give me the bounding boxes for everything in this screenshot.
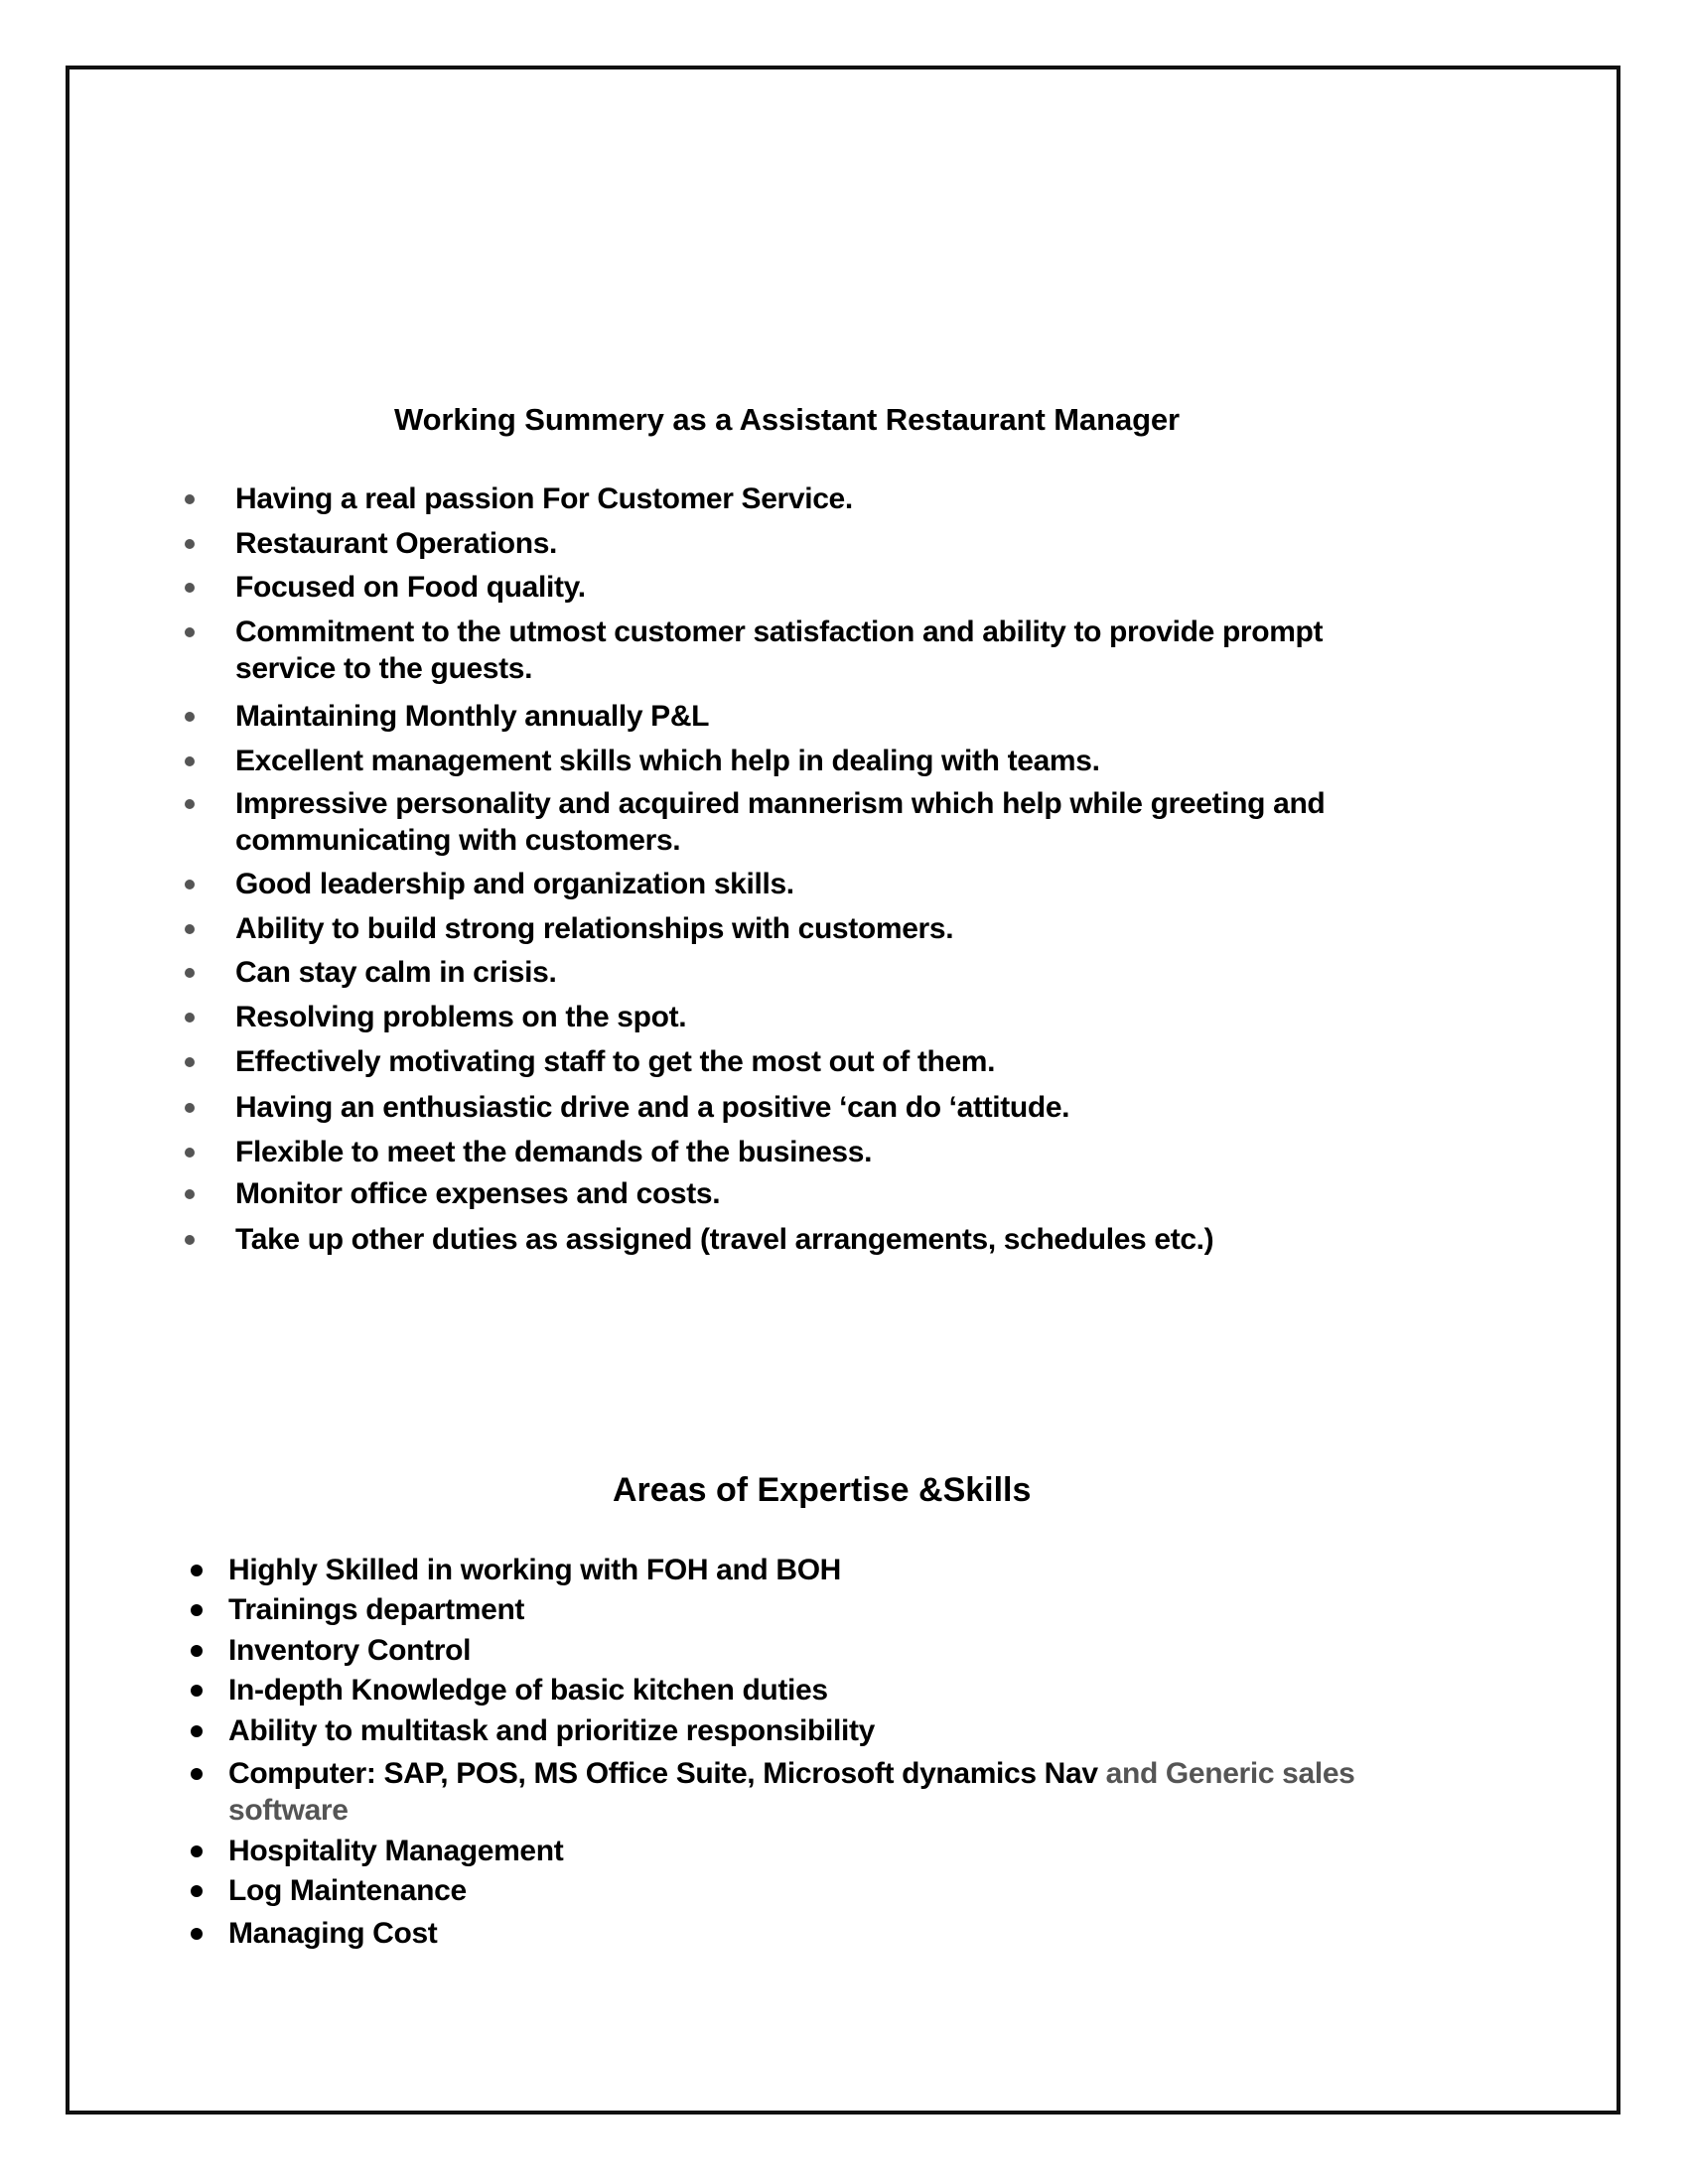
bullet-icon [191,1845,203,1857]
list-item-line: communicating with customers. [235,824,681,857]
bullet-icon [185,1013,195,1023]
bullet-icon [185,1148,195,1158]
list-item-line: Commitment to the utmost customer satisfaction and ability to provide prompt [235,615,1324,648]
list-item-text: Trainings department [228,1593,525,1626]
list-item-text: Inventory Control [228,1634,472,1667]
bullet-icon [191,1885,203,1897]
bullet-icon [185,627,195,637]
list-item-text: Good leadership and organization skills. [235,868,794,900]
list-item-text: Monitor office expenses and costs. [235,1177,721,1210]
bullet-icon [191,1565,203,1576]
bullet-icon [185,539,195,549]
bullet-icon [185,583,195,593]
bullet-icon [185,494,195,504]
list-item-text: Having a real passion For Customer Service. [235,482,853,515]
list-item-text: Restaurant Operations. [235,527,558,560]
list-item-text-gray-line2: software [228,1794,349,1827]
bullet-icon [185,1235,195,1245]
list-item-text [235,785,1325,859]
bullet-icon [185,924,195,934]
bullet-icon [185,799,195,809]
bullet-icon [185,1103,195,1113]
bullet-icon [191,1725,203,1737]
bullet-icon [185,712,195,722]
list-item-text: Highly Skilled in working with FOH and BOH [228,1554,841,1586]
list-item-text: Excellent management skills which help in dealing with teams. [235,745,1100,777]
bullet-icon [191,1928,203,1940]
bullet-icon [191,1768,203,1780]
list-item-text: Resolving problems on the spot. [235,1001,687,1033]
list-item-text: Take up other duties as assigned (travel arrangements, schedules etc.) [235,1223,1214,1256]
list-item-text [235,614,1323,687]
list-item-text: Managing Cost [228,1917,438,1950]
list-item-text-gray: and Generic sales [1105,1757,1355,1790]
list-item-text: Having an enthusiastic drive and a positive ‘can do ‘attitude. [235,1091,1070,1124]
list-item-text: Log Maintenance [228,1874,467,1907]
list-item-text: Flexible to meet the demands of the business. [235,1136,873,1168]
bullet-icon [185,1057,195,1067]
bullet-icon [185,968,195,978]
bullet-icon [185,1189,195,1199]
list-item-text: Ability to multitask and prioritize responsibility [228,1714,875,1747]
list-item-text: Maintaining Monthly annually P&L [235,700,710,733]
bullet-icon [191,1604,203,1616]
list-item-text: Effectively motivating staff to get the most out of them. [235,1045,996,1078]
list-item-text: Hospitality Management [228,1835,564,1867]
bullet-icon [185,880,195,889]
bullet-icon [191,1685,203,1697]
bullet-icon [191,1645,203,1657]
list-item-text: In-depth Knowledge of basic kitchen duties [228,1674,828,1706]
list-item-text [228,1755,1355,1829]
bullet-icon [185,756,195,766]
list-item-text: Ability to build strong relationships with customers. [235,912,954,945]
summary-heading: Working Summery as a Assistant Restaurant Manager [394,402,1181,437]
list-item-text-main: Computer: SAP, POS, MS Office Suite, Microsoft dynamics Nav [228,1757,1106,1790]
list-item-line: service to the guests. [235,652,533,685]
list-item-line: Impressive personality and acquired mannerism which help while greeting and [235,787,1326,820]
list-item-text: Focused on Food quality. [235,571,586,604]
list-item-text: Can stay calm in crisis. [235,956,557,989]
skills-heading: Areas of Expertise &Skills [613,1471,1032,1509]
